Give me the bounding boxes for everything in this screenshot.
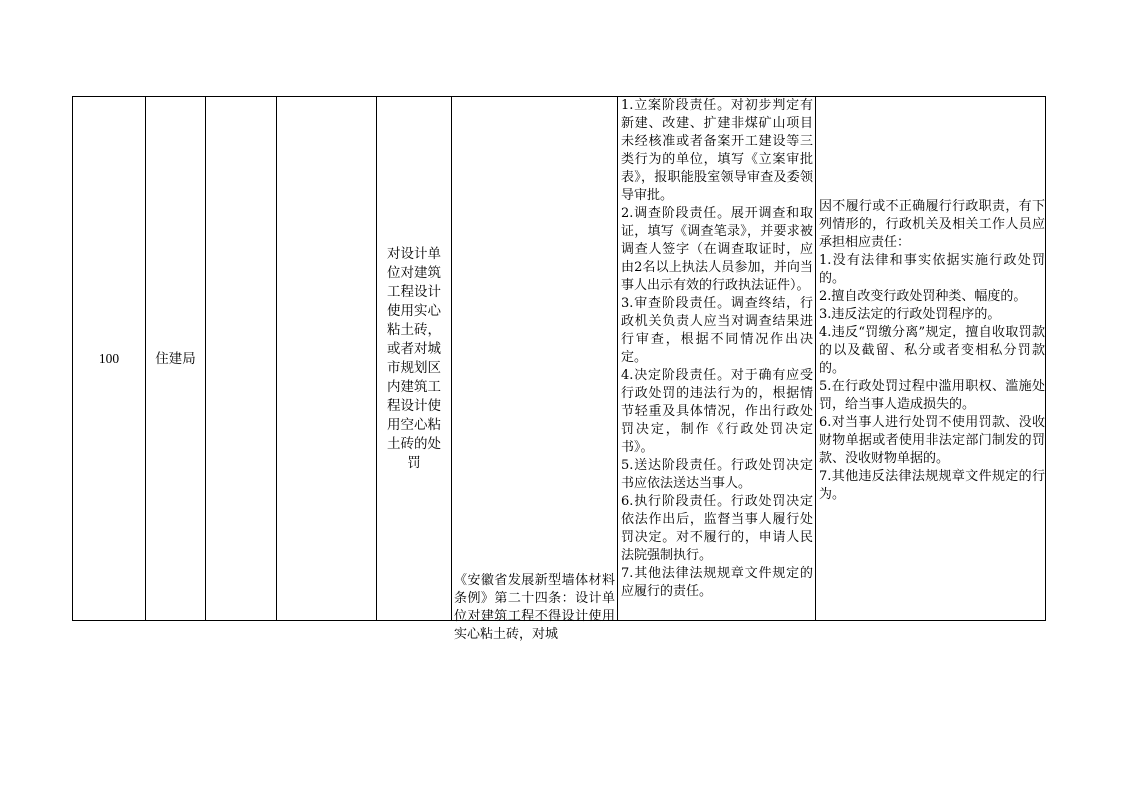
accountability-item: 2.擅自改变行政处罚种类、幅度的。 (819, 289, 1027, 304)
accountability-list (819, 198, 1045, 504)
duty-cell (618, 97, 816, 620)
row-number: 100 (98, 350, 120, 366)
duty-item: 4.决定阶段责任。对于确有应受行政处罚的违法行为的，根据情节轻重及具体情况，作出行政处罚决定，制作《行政处罚决定书》。 (621, 368, 813, 455)
power-list-table (72, 96, 1046, 642)
accountability-item: 1.没有法律和事实依据实施行政处罚的。 (819, 253, 1045, 286)
duty-item: 2.调查阶段责任。展开调查和取证，填写《调查笔录》，并要求被调查人签字（在调查取证时，应由2名以上执法人员参加，并向当事人出示有效的行政执法证件）。 (621, 206, 813, 293)
accountability-cell (816, 97, 1047, 620)
accountability-item: 6.对当事人进行处罚不使用罚款、没收财物单据或者使用非法定部门制发的罚款、没收财物单据的。 (819, 415, 1045, 466)
duty-item: 5.送达阶段责任。行政处罚决定书应依法送达当事人。 (621, 458, 813, 491)
accountability-item: 4.违反“罚缴分离”规定，擅自收取罚款的以及截留、私分或者变相私分罚款的。 (819, 325, 1045, 376)
duty-item: 7.其他法律法规规章文件规定的应履行的责任。 (621, 566, 813, 599)
duty-item: 3.审查阶段责任。调查终结，行政机关负责人应当对调查结果进行审查，根据不同情况作出决定。 (621, 296, 813, 365)
accountability-item: 5.在行政处罚过程中滥用职权、滥施处罚，给当事人造成损失的。 (819, 379, 1045, 412)
seq-cell (73, 97, 146, 620)
accountability-item: 7.其他违反法律法规规章文件规定的行为。 (819, 469, 1045, 502)
department-cell (146, 97, 206, 620)
accountability-intro: 因不履行或不正确履行行政职责，有下列情形的，行政机关及相关工作人员应承担相应责任： (819, 199, 1045, 250)
legal-basis-cell (452, 97, 618, 642)
department-name: 住建局 (155, 350, 196, 367)
item-name: 对设计单位对建筑工程设计使用实心粘土砖，或者对城市规划区内建筑工程设计使用空心粘土砖的处罚 (387, 245, 441, 471)
duty-item: 6.执行阶段责任。行政处罚决定依法作出后，监督当事人履行处罚决定。对不履行的，申请人民法院强制执行。 (621, 494, 813, 563)
item-name-cell (377, 97, 452, 620)
empty-cell-1 (206, 97, 277, 620)
accountability-item: 3.违反法定的行政处罚程序的。 (819, 307, 1001, 322)
legal-basis-text: 《安徽省发展新型墙体材料条例》第二十四条：设计单位对建筑工程不得设计使用实心粘土砖，对城 (454, 573, 615, 642)
duty-list (621, 97, 813, 601)
empty-cell-2 (277, 97, 377, 620)
duty-item: 1.立案阶段责任。对初步判定有新建、改建、扩建非煤矿山项目未经核准或者备案开工建设等三类行为的单位，填写《立案审批表》，报职能股室领导审查及委领导审批。 (621, 98, 813, 203)
